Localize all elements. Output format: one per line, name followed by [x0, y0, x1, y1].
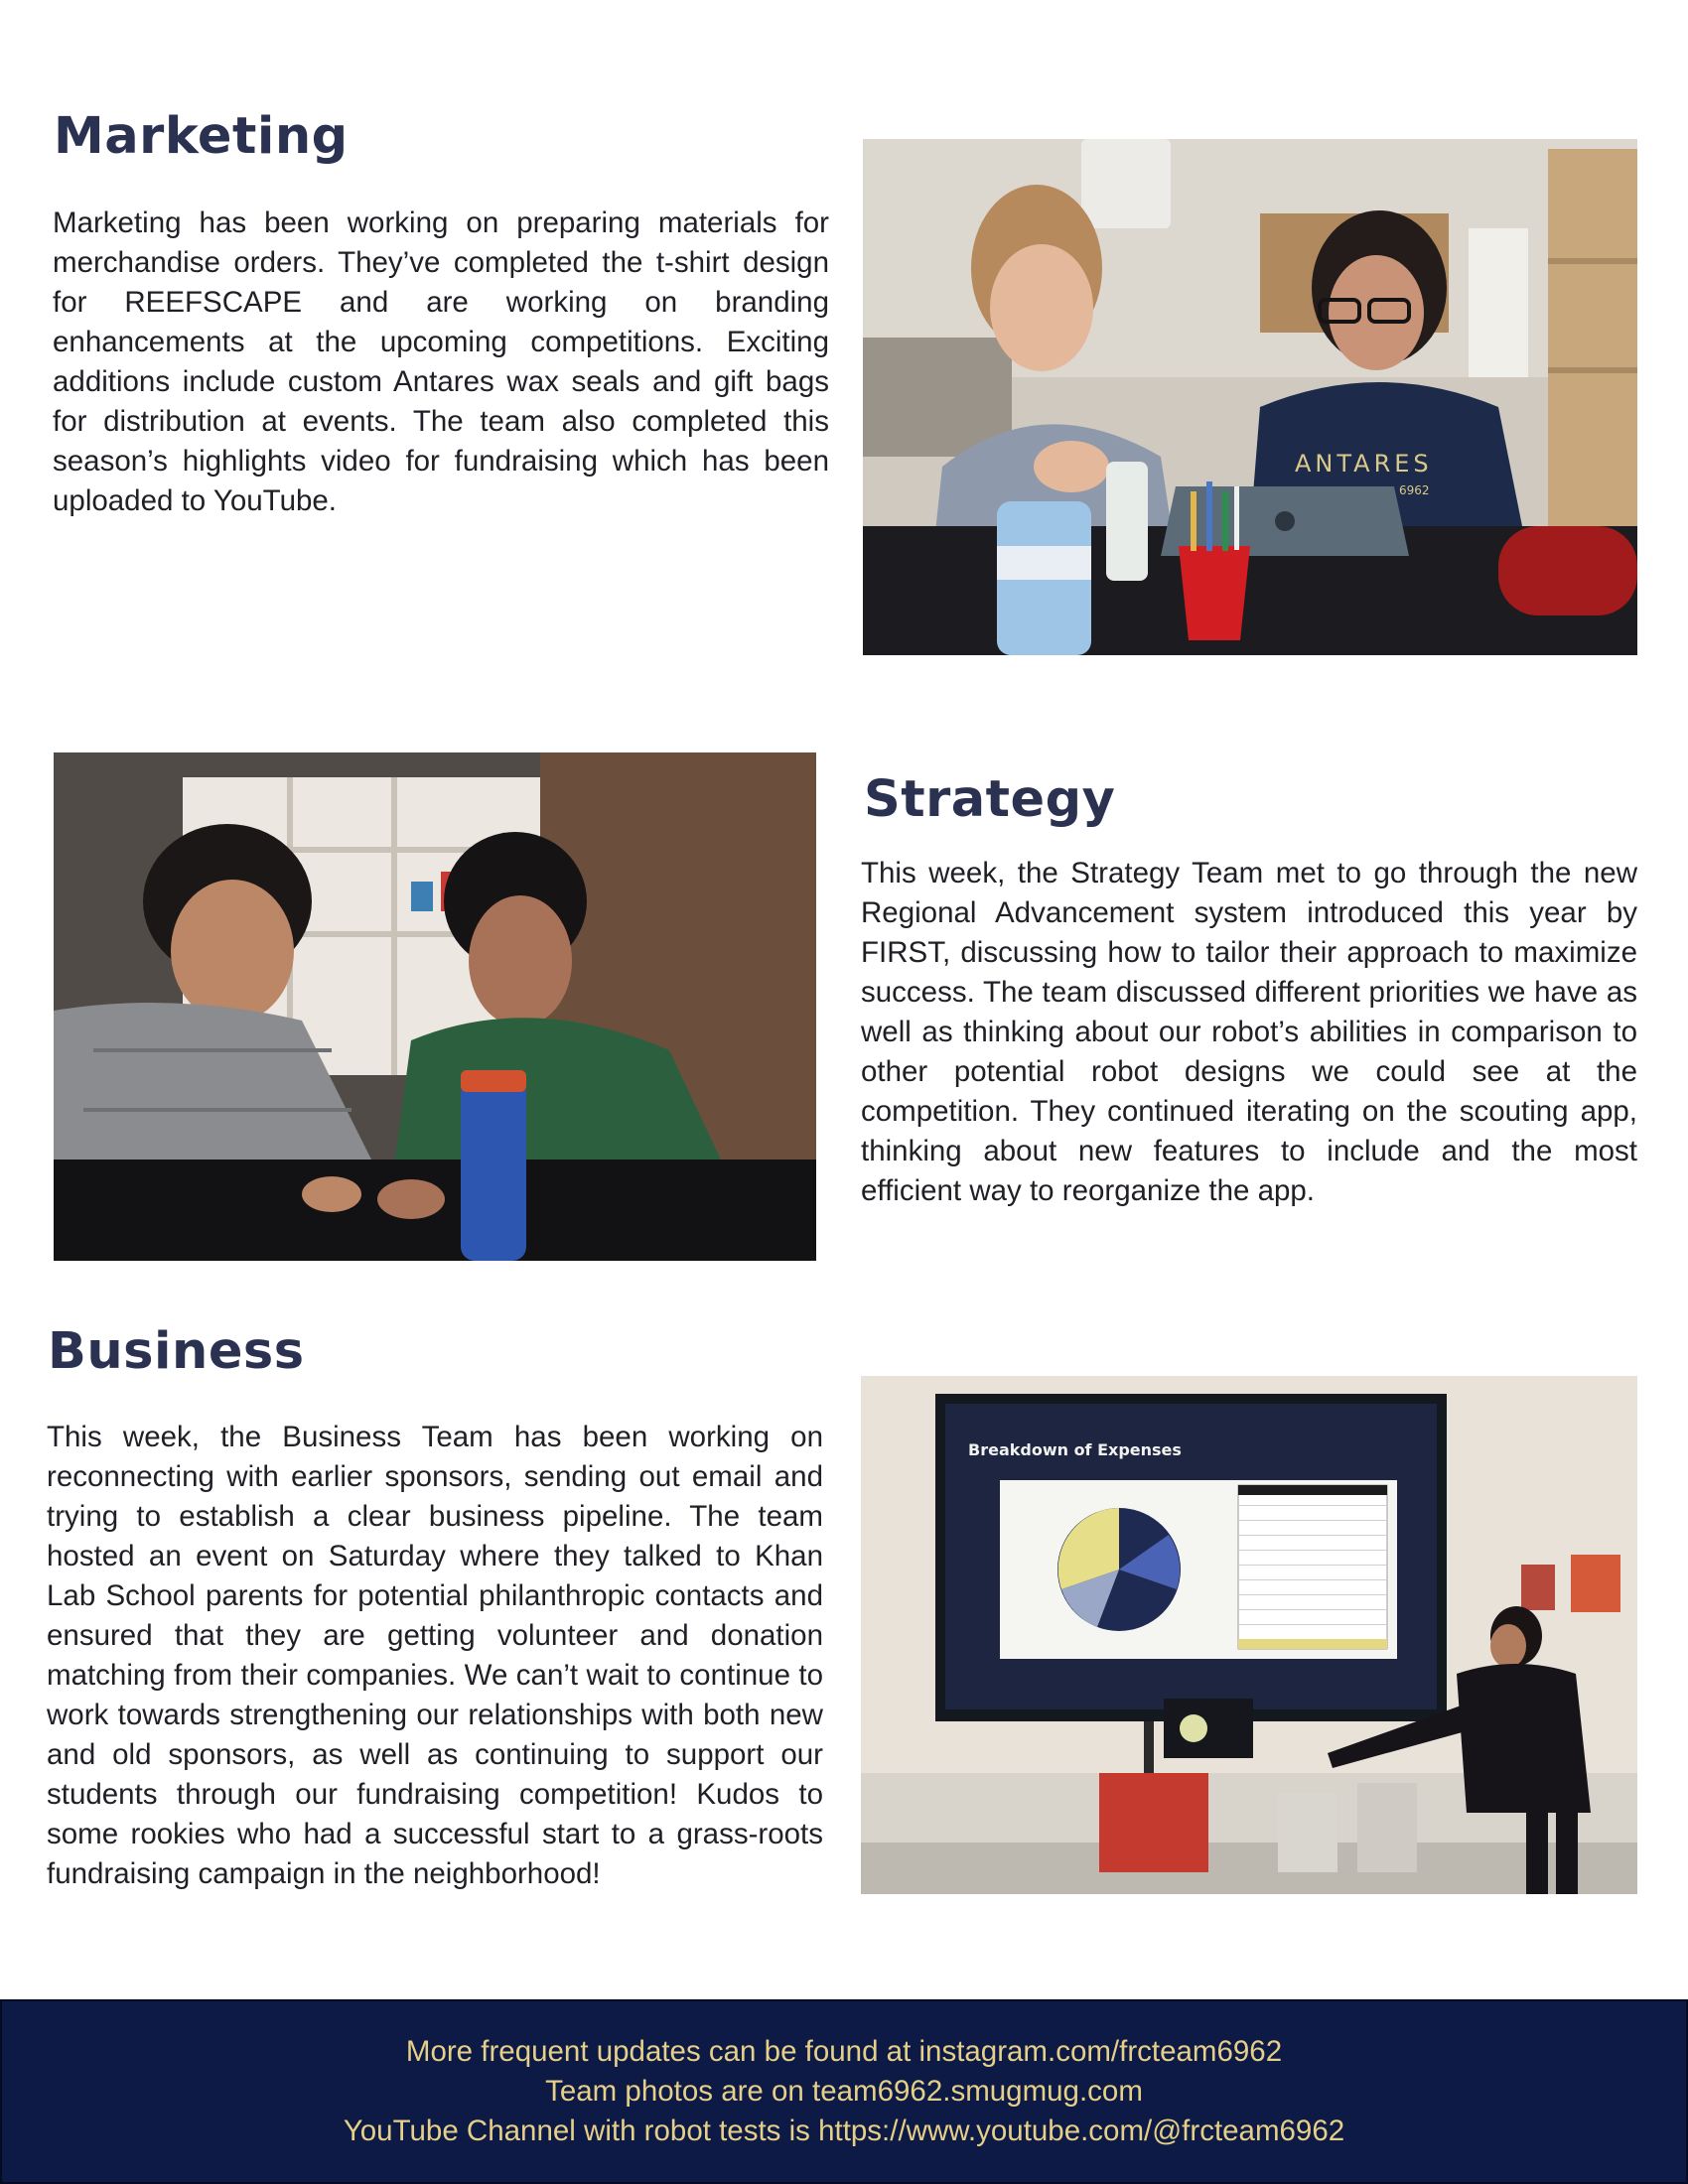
footer-instagram-line: More frequent updates can be found at instagram.com/frcteam6962: [405, 2035, 1283, 2068]
antares-shirt-text: ANTARES: [1295, 450, 1433, 478]
footer-youtube-line: YouTube Channel with robot tests is https://www.youtube.com/@frcteam6962: [343, 2115, 1345, 2147]
marketing-photo: [863, 139, 1637, 655]
strategy-paragraph: This week, the Strategy Team met to go through the new Regional Advancement system introduced this year by FIRST, discussing how to tailor their approach to maximize success. The team discussed different priorities we have as well as thinking about our robot’s abilities in comparison to other potential robot designs we could see at the competition. They continued iterating on the scouting app, thinking about new features to include and the most efficient way to reorganize the app.: [861, 857, 1637, 1207]
business-photo: [861, 1376, 1637, 1894]
strategy-heading: Strategy: [864, 770, 1116, 829]
marketing-paragraph: Marketing has been working on preparing materials for merchandise orders. They’ve completed the t-shirt design for REEFSCAPE and are working on branding enhancements at the upcoming competitions. Exciting additions include custom Antares wax seals and gift bags for distribution at events. The team also completed this season’s highlights video for fundraising which has been uploaded to YouTube.: [53, 206, 829, 517]
slide-title: Breakdown of Expenses: [968, 1440, 1182, 1459]
business-heading: Business: [48, 1322, 305, 1381]
footer-smugmug-line: Team photos are on team6962.smugmug.com: [545, 2075, 1143, 2108]
business-paragraph: This week, the Business Team has been working on reconnecting with earlier sponsors, sending out email and trying to establish a clear business pipeline. The team hosted an event on Saturday where they talked to Khan Lab School parents for potential philanthropic contacts and ensured that they are getting volunteer and donation matching from their companies. We can’t wait to continue to work towards strengthening our relationships with both new and old sponsors, as well as continuing to support our students through our fundraising competition! Kudos to some rookies who had a successful start to a grass-roots fundraising campaign in the neighborhood!: [47, 1421, 823, 1890]
footer-banner: [0, 1999, 1688, 2184]
antares-shirt-number: 6962: [1399, 483, 1430, 497]
marketing-heading: Marketing: [54, 107, 349, 166]
strategy-photo: [54, 752, 816, 1261]
